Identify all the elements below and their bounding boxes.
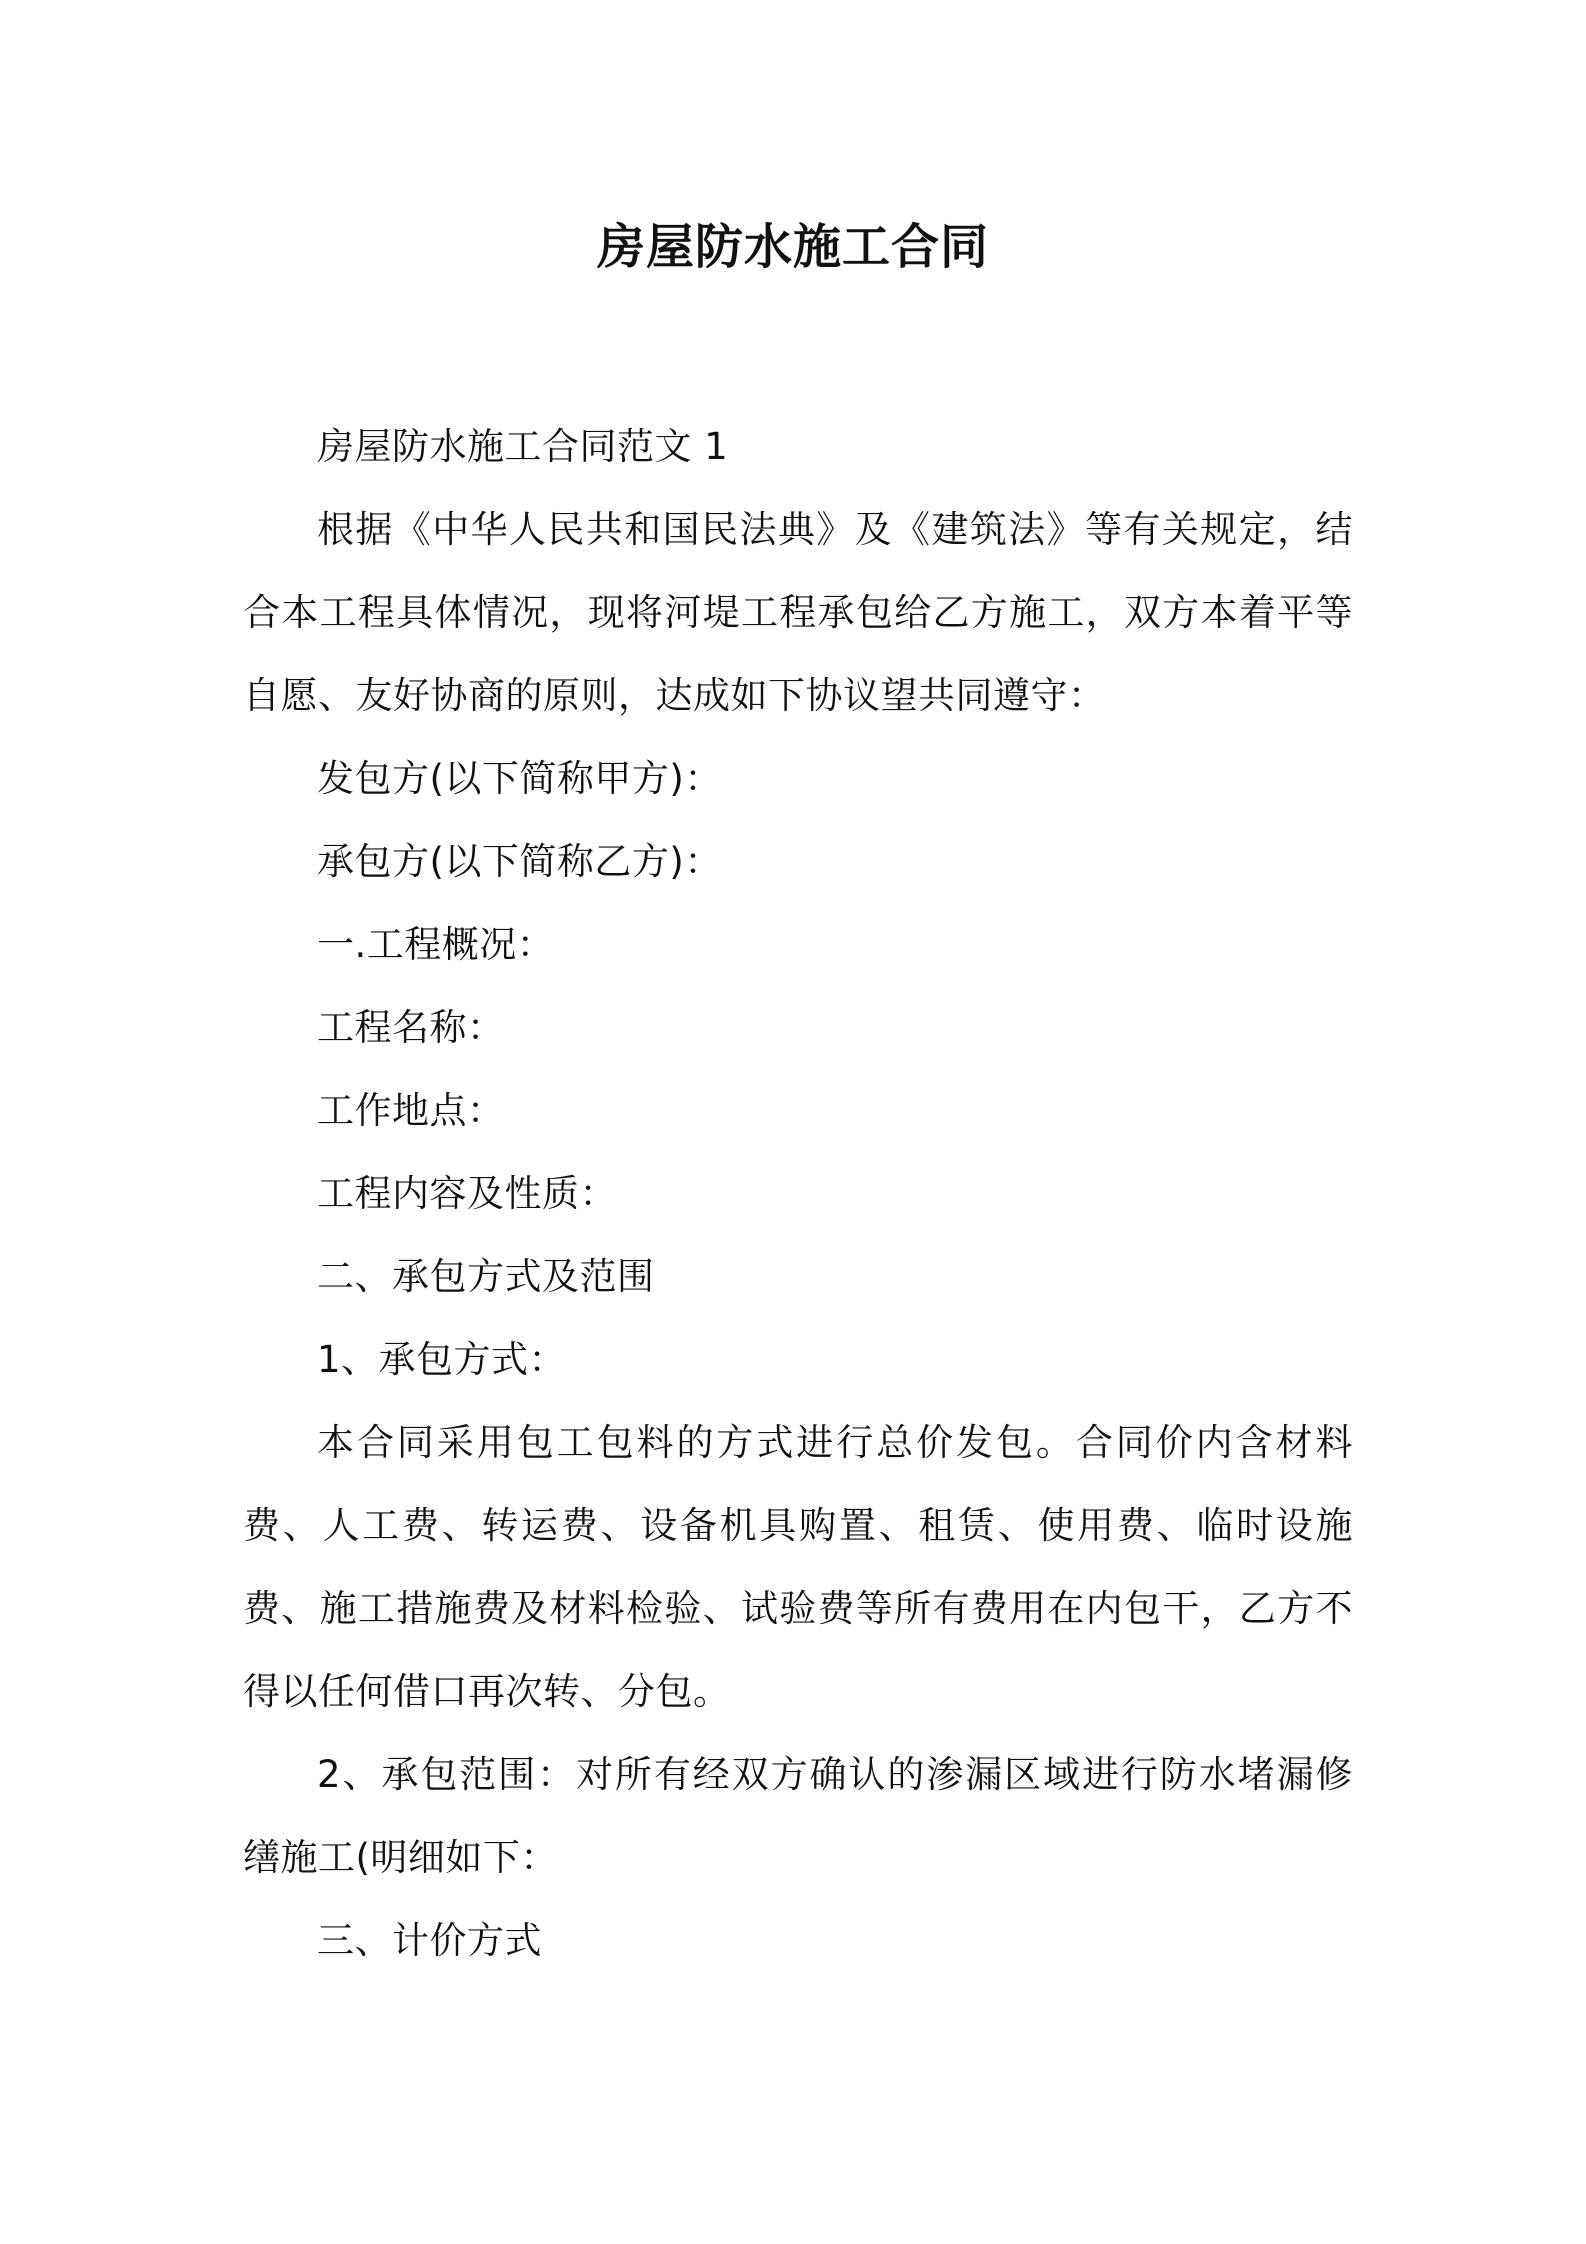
party-a-line: 发包方(以下简称甲方)：: [317, 757, 722, 800]
project-name-line: 工程名称：: [317, 1006, 505, 1049]
clause-heading: 三、计价方式: [317, 1919, 542, 1962]
party-b-line: 承包方(以下简称乙方)：: [317, 840, 722, 883]
document-body: [243, 405, 1353, 1982]
document-title: 房屋防水施工合同: [596, 219, 989, 275]
contract-method-paragraph: 本合同采用包工包料的方式进行总价发包。合同价内含材料费、人工费、转运费、设备机具购置、租赁、使用费、临时设施费、施工措施费及材料检验、试验费等所有费用在内包干，乙方不得以任何借口再次转、分包。: [243, 1421, 1353, 1713]
sub-clause-heading: 1、承包方式：: [317, 1338, 567, 1381]
section-heading: 房屋防水施工合同范文 1: [317, 425, 729, 468]
preamble-paragraph: 根据《中华人民共和国民法典》及《建筑法》等有关规定，结合本工程具体情况，现将河堤工程承包给乙方施工，双方本着平等自愿、友好协商的原则，达成如下协议望共同遵守：: [243, 508, 1353, 717]
clause-heading: 一.工程概况：: [317, 923, 555, 966]
clause-heading: 二、承包方式及范围: [317, 1255, 655, 1298]
contract-scope-paragraph: 2、承包范围：对所有经双方确认的渗漏区域进行防水堵漏修缮施工(明细如下：: [243, 1753, 1353, 1879]
work-location-line: 工作地点：: [317, 1089, 505, 1132]
project-content-line: 工程内容及性质：: [317, 1172, 617, 1215]
